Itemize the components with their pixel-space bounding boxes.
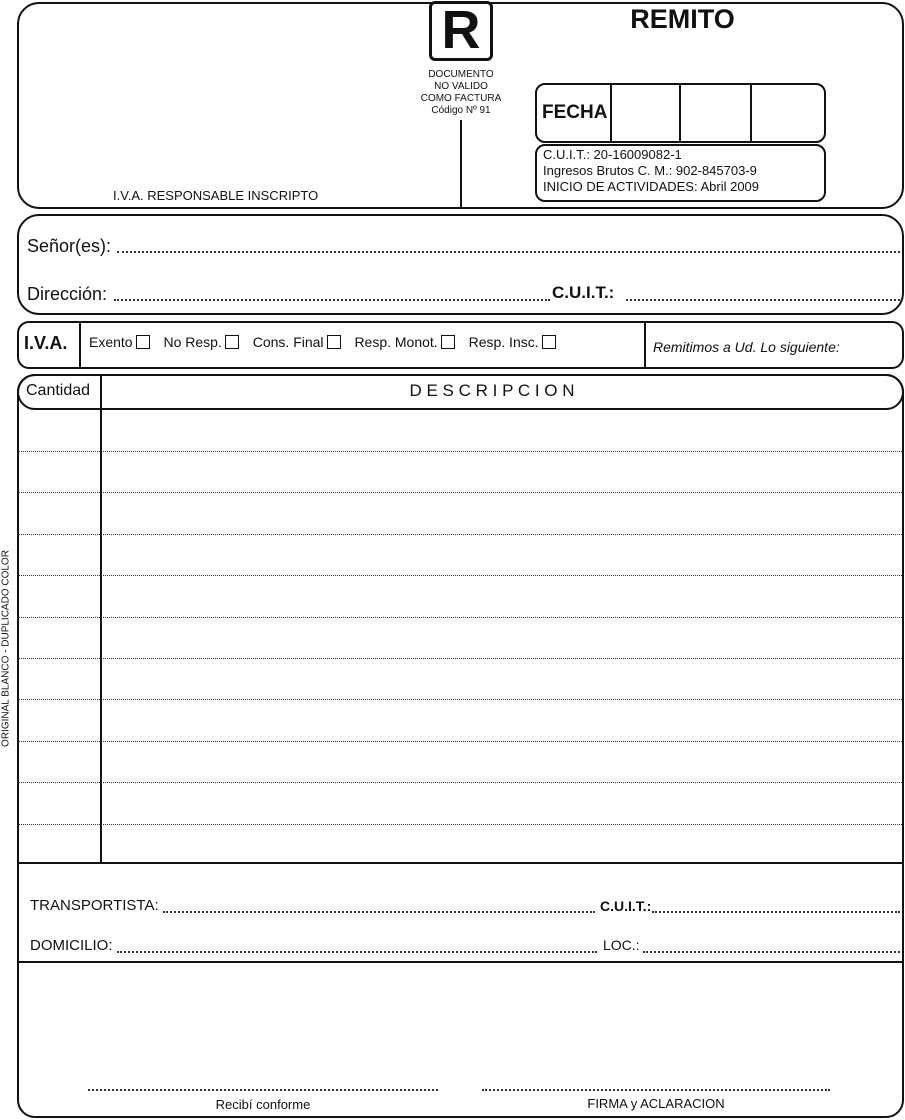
iva-status: I.V.A. RESPONSABLE INSCRIPTO [113,188,319,203]
col-descripcion: D E S C R I P C I O N [409,381,575,400]
iva-options [89,334,556,350]
iva-option-monot[interactable] [354,334,454,350]
loc-field[interactable] [643,951,900,953]
table-bottom [17,862,904,864]
item-row-line[interactable] [19,575,902,576]
transportista-label: TRANSPORTISTA: [30,897,159,914]
direccion-label: Dirección: [27,284,108,304]
transport-bottom [17,961,904,963]
senor-label: Señor(es): [27,236,112,256]
item-row-line[interactable] [19,699,902,700]
tax-info [543,147,759,195]
client-cuit-field[interactable] [626,299,900,301]
page-title: REMITO [630,4,735,34]
direccion-field[interactable] [114,299,550,301]
letter-note [400,69,522,117]
note-line: Código Nº 91 [431,105,491,116]
senor-field[interactable] [117,251,900,253]
firma-label: FIRMA y ACLARACION [587,1096,725,1111]
transportista-field[interactable] [163,911,595,913]
item-row-line[interactable] [19,741,902,742]
recibi-label: Recibí conforme [215,1097,311,1112]
item-row-line[interactable] [19,658,902,659]
fecha-month[interactable] [679,83,681,143]
recibi-signature-line[interactable] [88,1089,438,1091]
side-note: ORIGINAL BLANCO - DUPLICADO COLOR [0,550,12,747]
checkbox[interactable] [542,335,556,349]
transport-cuit-label: C.U.I.T.: [600,898,652,914]
option-label: Resp. Insc. [468,334,539,350]
iva-divider [79,321,81,369]
iva-option-exento[interactable] [89,334,150,350]
remitimos-text: Remitimos a Ud. Lo siguiente: [653,339,840,355]
domicilio-label: DOMICILIO: [30,937,113,954]
col-cantidad: Cantidad [26,382,91,399]
checkbox[interactable] [441,335,455,349]
cuit-text: C.U.I.T.: 20-16009082-1 [543,147,682,162]
checkbox[interactable] [136,335,150,349]
header-divider [460,120,462,209]
fecha-year[interactable] [750,83,752,143]
item-row-line[interactable] [19,492,902,493]
remitimos-divider [644,321,646,369]
checkbox[interactable] [225,335,239,349]
note-line: DOCUMENTO [428,69,494,80]
ingresos-brutos: Ingresos Brutos C. M.: 902-845703-9 [543,163,757,178]
option-label: Exento [89,334,133,350]
fecha-label: FECHA [542,102,608,123]
inicio-actividades: INICIO DE ACTIVIDADES: Abril 2009 [543,179,760,194]
item-row-line[interactable] [19,782,902,783]
client-cuit-label: C.U.I.T.: [552,283,615,302]
option-label: Cons. Final [252,334,324,350]
iva-option-cons-final[interactable] [253,334,341,350]
domicilio-field[interactable] [117,951,597,953]
fecha-day[interactable] [610,83,612,143]
iva-option-no-resp[interactable] [163,334,238,350]
item-row-line[interactable] [19,617,902,618]
firma-signature-line[interactable] [482,1089,830,1091]
letter-r: R [441,0,481,60]
checkbox[interactable] [327,335,341,349]
item-row-line[interactable] [19,824,902,825]
note-line: NO VALIDO [434,81,488,92]
iva-label: I.V.A. [24,333,68,353]
option-label: Resp. Monot. [354,334,438,350]
transport-cuit-field[interactable] [652,911,900,913]
option-label: No Resp. [163,334,222,350]
item-row-line[interactable] [19,451,902,452]
item-row-line[interactable] [19,534,902,535]
items-outer [17,374,904,1118]
iva-option-resp-insc[interactable] [469,334,556,350]
loc-label: LOC.: [603,937,640,953]
cantidad-divider [100,374,102,864]
note-line: COMO FACTURA [420,93,502,104]
